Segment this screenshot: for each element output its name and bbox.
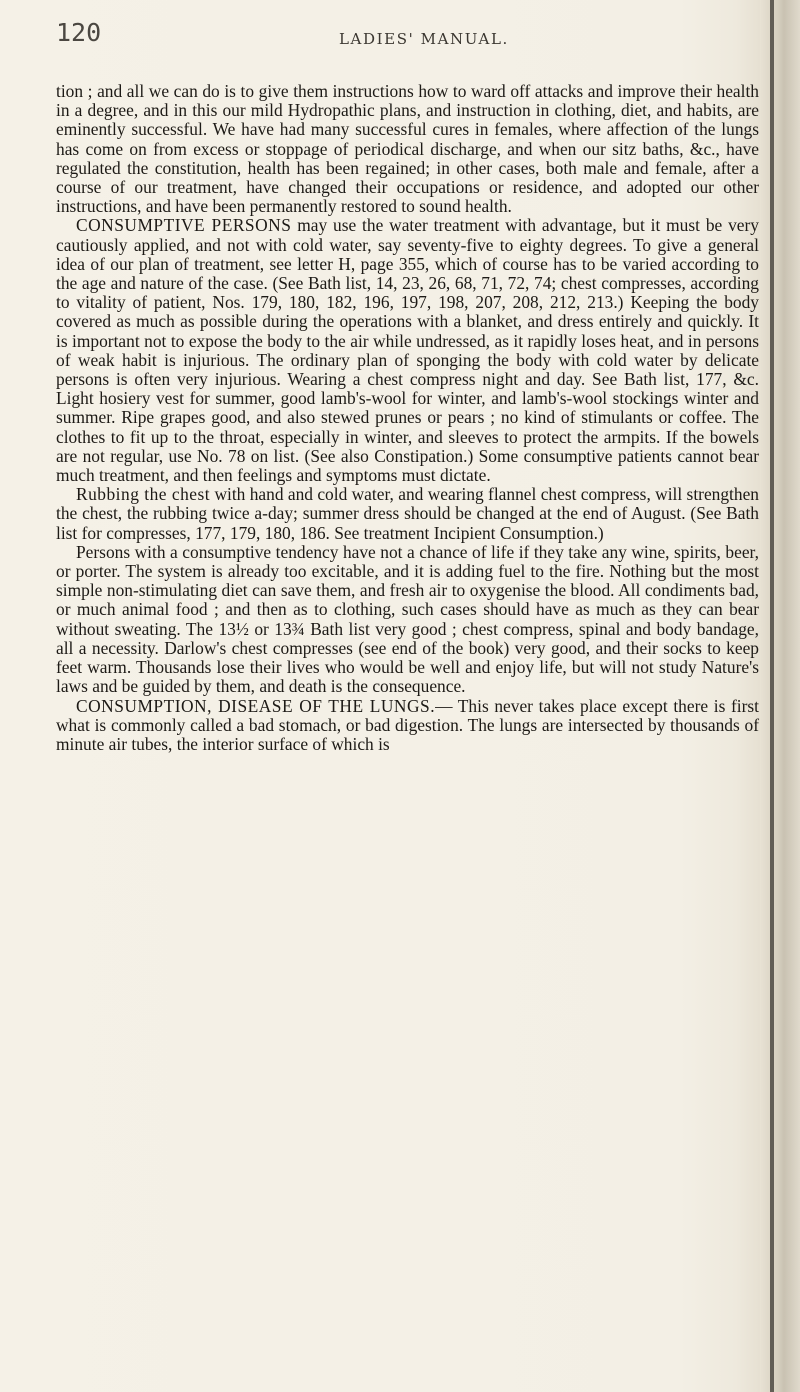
gutter-shadow [770,0,774,1392]
paragraph [56,485,759,543]
paragraph [56,543,759,697]
paragraph-text: tion ; and all we can do is to give them instructions how to ward off attacks and improve their health in a degree, and in this our mild Hydropathic plans, and instruction in clothing, diet, and habits, are eminently successful. We have had many successful cures in females, where affection of the lungs has come on from excess or stoppage of periodical discharge, and when our sitz baths, &c., have regulated the constitution, health has been regained; in other cases, both male and female, after a course of our treatment, have changed their occupations or residence, and adopted our other instructions, and have been permanently restored to sound health. [56,81,759,217]
book-gutter [760,0,800,1392]
body-text [56,82,759,754]
paragraph-text: — This never takes place except there is first what is commonly called a bad stomach, or bad digestion. The lungs are intersected by thousands of minute air tubes, the interior surface of which is [56,695,759,754]
paragraph [56,697,759,755]
paragraph-lead: Rubbing the chest [76,484,211,505]
paragraph-lead: CONSUMPTION, DISEASE OF THE LUNGS. [76,695,436,716]
paragraph [56,216,759,485]
paragraph-text: Persons with a consumptive tendency have not a chance of life if they take any wine, spirits, beer, or porter. The system is already too excitable, and it is adding fuel to the fire. Nothing but the most simple non-stimulating diet can save them, and fresh air to oxygenise the blood. All condiments bad, or much animal food ; and then as to clothing, such cases should have as much as they can bear without sweating. The 13½ or 13¾ Bath list very good ; chest compress, spinal and body bandage, all a necessity. Darlow's chest compresses (see end of the book) very good, and their socks to keep feet warm. Thousands lose their lives who would be well and enjoy life, but will not study Nature's laws and be guided by them, and death is the consequence. [56,541,759,697]
running-head: LADIES' MANUAL. [339,30,509,48]
page-number: 120 [56,18,102,47]
paragraph [56,82,759,216]
paragraph-text: may use the water treatment with advantage, but it must be very cautiously applied, and not with cold water, say seventy-five to eighty degrees. To give a general idea of our plan of treatment, see letter H, page 355, which of course has to be varied according to the age and nature of the case. (See Bath list, 14, 23, 26, 68, 71, 72, 74; chest compresses, according to vitality of patient, Nos. 179, 180, 182, 196, 197, 198, 207, 208, 212, 213.) Keeping the body covered as much as possible during the operations with a blanket, and dress entirely and quickly. It is important not to expose the body to the air while undressed, as it rapidly loses heat, and in persons of weak habit is injurious. The ordinary plan of sponging the body with cold water by delicate persons is often very injurious. Wearing a chest compress night and day. See Bath list, 177, &c. Light hosiery vest for summer, good lamb's-wool for winter, and lamb's-wool stockings winter and summer. Ripe grapes good, and also stewed prunes or pears ; no kind of stimulants or coffee. The clothes to fit up to the throat, especially in winter, and sleeves to protect the armpits. If the bowels are not regular, use No. 78 on list. (See also Constipation.) Some consumptive patients cannot bear much treatment, and then feelings and symptoms must dictate. [56,215,759,486]
paragraph-lead: CONSUMPTIVE PERSONS [76,215,292,236]
page-header [56,18,696,58]
paragraph-text: with hand and cold water, and wearing flannel chest compress, will strengthen the chest, the rubbing twice a-day; summer dress should be changed at the end of August. (See Bath list for compresses, 177, 179, 180, 186. See treatment Incipient Consumption.) [56,484,759,543]
